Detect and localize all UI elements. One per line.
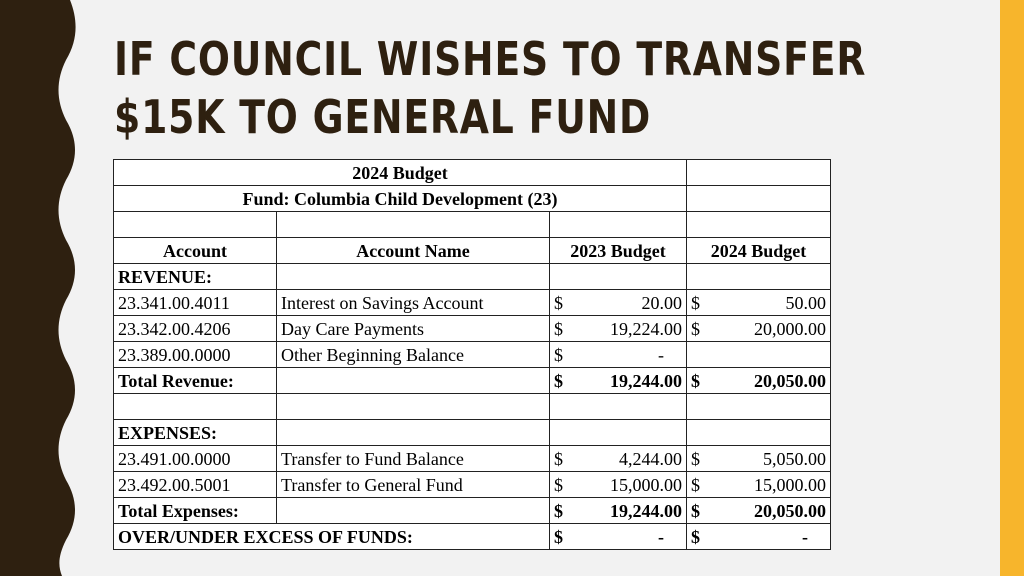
account-name: Transfer to General Fund — [277, 472, 550, 498]
currency-symbol: $ — [691, 474, 700, 495]
total-expenses-label: Total Expenses: — [114, 498, 277, 524]
blank-row — [114, 212, 831, 238]
currency-symbol: $ — [691, 448, 700, 469]
wavy-side-bar — [0, 0, 80, 576]
amount-2024: 5,050.00 — [763, 448, 826, 469]
table-row — [114, 472, 831, 498]
budget-table — [113, 159, 831, 550]
accent-side-bar — [1000, 0, 1024, 576]
column-header-row — [114, 238, 831, 264]
over-under-row — [114, 524, 831, 550]
revenue-label-row — [114, 264, 831, 290]
total-revenue-2023: 19,244.00 — [610, 370, 682, 391]
header-year: 2024 Budget — [114, 160, 687, 186]
account-number: 23.342.00.4206 — [114, 316, 277, 342]
currency-symbol: $ — [691, 370, 700, 391]
table-row — [114, 316, 831, 342]
title-line-2: $15K TO GENERAL FUND — [114, 90, 652, 144]
account-name: Day Care Payments — [277, 316, 550, 342]
table-row — [114, 446, 831, 472]
title-line-1: IF COUNCIL WISHES TO TRANSFER — [114, 32, 867, 86]
currency-symbol: $ — [554, 448, 563, 469]
total-revenue-2024: 20,050.00 — [754, 370, 826, 391]
amount-2023: 20.00 — [641, 292, 682, 313]
currency-symbol: $ — [691, 318, 700, 339]
total-expenses-2023: 19,244.00 — [610, 500, 682, 521]
col-account-name: Account Name — [277, 238, 550, 264]
account-name: Interest on Savings Account — [277, 290, 550, 316]
table-row — [114, 342, 831, 368]
currency-symbol: $ — [691, 500, 700, 521]
over-under-label: OVER/UNDER EXCESS OF FUNDS: — [114, 524, 550, 550]
expenses-label-row — [114, 420, 831, 446]
total-expenses-2024: 20,050.00 — [754, 500, 826, 521]
currency-symbol: $ — [554, 370, 563, 391]
over-under-2024: - — [802, 526, 808, 547]
account-number: 23.389.00.0000 — [114, 342, 277, 368]
amount-2023: - — [658, 344, 664, 365]
blank-row — [114, 394, 831, 420]
total-revenue-label: Total Revenue: — [114, 368, 277, 394]
currency-symbol: $ — [554, 500, 563, 521]
expenses-label: EXPENSES: — [114, 420, 277, 446]
col-2023-budget: 2023 Budget — [550, 238, 687, 264]
account-number: 23.341.00.4011 — [114, 290, 277, 316]
currency-symbol: $ — [554, 292, 563, 313]
amount-2024: 20,000.00 — [754, 318, 826, 339]
account-name: Transfer to Fund Balance — [277, 446, 550, 472]
table-header-fund-row — [114, 186, 831, 212]
account-name: Other Beginning Balance — [277, 342, 550, 368]
header-fund: Fund: Columbia Child Development (23) — [114, 186, 687, 212]
currency-symbol: $ — [554, 344, 563, 365]
currency-symbol: $ — [691, 292, 700, 313]
currency-symbol: $ — [691, 526, 700, 547]
col-2024-budget: 2024 Budget — [687, 238, 831, 264]
currency-symbol: $ — [554, 474, 563, 495]
amount-2024: 50.00 — [785, 292, 826, 313]
slide-title — [114, 30, 867, 146]
amount-2023: 15,000.00 — [610, 474, 682, 495]
amount-2024: 15,000.00 — [754, 474, 826, 495]
total-expenses-row — [114, 498, 831, 524]
col-account: Account — [114, 238, 277, 264]
account-number: 23.492.00.5001 — [114, 472, 277, 498]
account-number: 23.491.00.0000 — [114, 446, 277, 472]
revenue-label: REVENUE: — [114, 264, 277, 290]
table-header-year-row — [114, 160, 831, 186]
amount-2023: 19,224.00 — [610, 318, 682, 339]
amount-2023: 4,244.00 — [619, 448, 682, 469]
over-under-2023: - — [658, 526, 664, 547]
currency-symbol: $ — [554, 526, 563, 547]
currency-symbol: $ — [554, 318, 563, 339]
table-row — [114, 290, 831, 316]
total-revenue-row — [114, 368, 831, 394]
